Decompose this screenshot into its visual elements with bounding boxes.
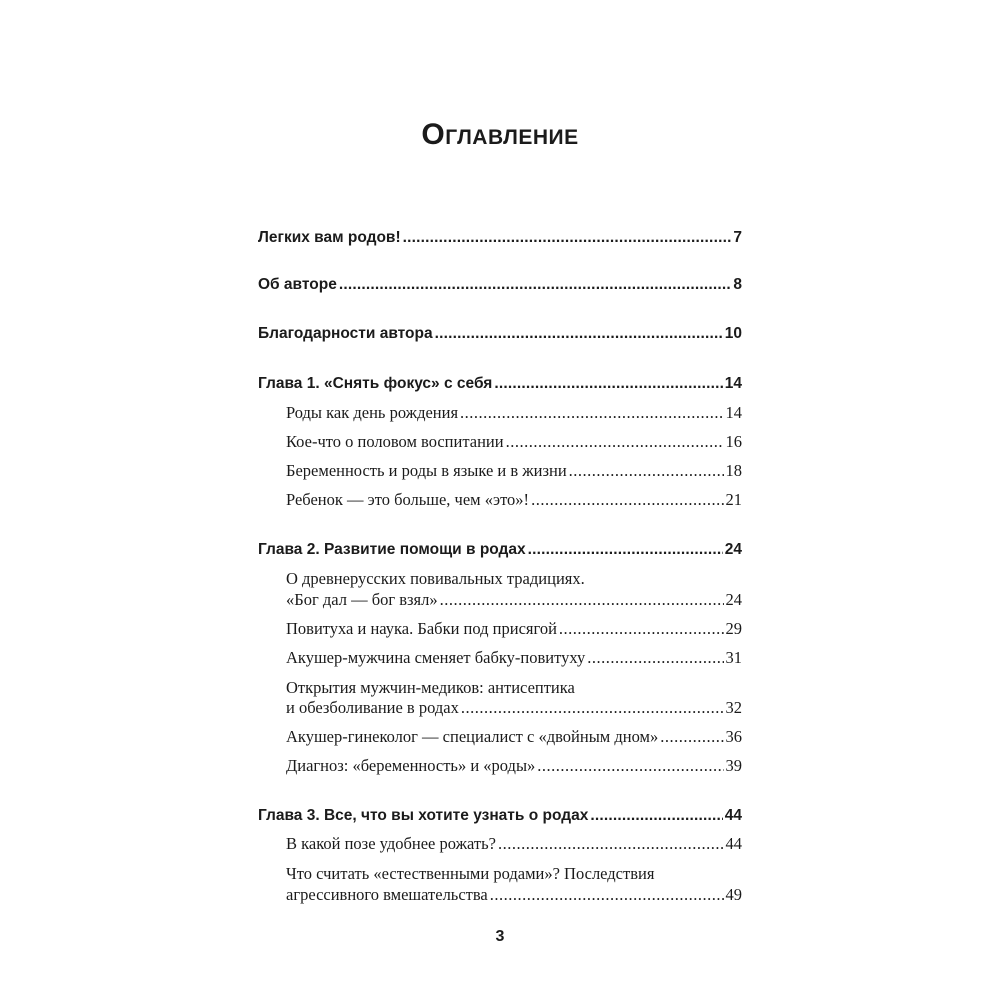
entry-page-number: 32 — [725, 698, 742, 717]
dot-leader — [569, 460, 724, 482]
dot-leader — [494, 373, 722, 395]
entry-page-number: 44 — [724, 807, 742, 824]
entry-title: Легких вам родов! — [258, 229, 401, 246]
toc-section-entry — [286, 589, 742, 611]
dot-leader — [339, 274, 732, 296]
page-title: Оглавление — [421, 118, 579, 151]
toc-entry — [258, 227, 742, 249]
section-title: Диагноз: «беременность» и «роды» — [286, 756, 536, 775]
toc-section-entry — [286, 431, 742, 453]
toc-section-entry — [286, 697, 742, 719]
toc-entry — [258, 274, 742, 296]
entry-page-number: 7 — [733, 229, 742, 246]
section-title: Кое-что о половом воспитании — [286, 432, 504, 451]
dot-leader — [440, 589, 724, 611]
dot-leader — [590, 805, 722, 827]
entry-page-number: 18 — [725, 461, 742, 480]
section-title: Повитуха и наука. Бабки под присягой — [286, 619, 557, 638]
entry-page-number: 8 — [733, 276, 742, 293]
entry-page-number: 39 — [725, 756, 742, 775]
entry-page-number: 36 — [725, 727, 742, 746]
section-title: Беременность и роды в языке и в жизни — [286, 461, 567, 480]
dot-leader — [435, 323, 723, 345]
entry-title: Благодарности автора — [258, 325, 433, 342]
toc-section-entry — [286, 884, 742, 906]
section-title: Роды как день рождения — [286, 403, 459, 422]
toc-section-entry — [286, 618, 742, 640]
entry-page-number: 10 — [724, 325, 742, 342]
entry-page-number: 21 — [725, 490, 742, 509]
section-title-first-line: О древнерусских повивальных традициях. — [286, 569, 585, 588]
dot-leader — [460, 402, 723, 424]
section-title: агрессивного вмешательства — [286, 885, 488, 904]
page-number: 3 — [495, 928, 505, 945]
section-title: Акушер-мужчина сменяет бабку-повитуху — [286, 648, 586, 667]
entry-page-number: 24 — [725, 590, 742, 609]
entry-page-number: 31 — [725, 648, 742, 667]
dot-leader — [660, 726, 723, 748]
section-title: и обезболивание в родах — [286, 698, 459, 717]
dot-leader — [490, 884, 724, 906]
dot-leader — [461, 697, 724, 719]
section-title-first-line: Что считать «естественными родами»? Последствия — [286, 864, 655, 883]
dot-leader — [403, 227, 732, 249]
entry-page-number: 14 — [724, 375, 742, 392]
section-title: Ребенок — это больше, чем «это»! — [286, 490, 530, 509]
toc-section-entry — [286, 489, 742, 511]
section-title-first-line: Открытия мужчин-медиков: антисептика — [286, 678, 575, 697]
section-title: В какой позе удобнее рожать? — [286, 834, 496, 853]
toc-section-entry — [286, 833, 742, 855]
dot-leader — [528, 539, 723, 561]
chapter-title: Глава 3. Все, что вы хотите узнать о родах — [258, 807, 589, 824]
dot-leader — [498, 833, 724, 855]
entry-page-number: 16 — [725, 432, 742, 451]
toc-section-entry — [286, 726, 742, 748]
toc-section-entry — [286, 402, 742, 424]
toc-section-entry — [286, 755, 742, 777]
entry-page-number: 24 — [724, 541, 742, 558]
toc-chapter-entry — [258, 373, 742, 395]
toc-chapter-entry — [258, 539, 742, 561]
toc-section-entry — [286, 647, 742, 669]
section-title: Акушер-гинеколог — специалист с «двойным дном» — [286, 727, 659, 746]
dot-leader — [537, 755, 723, 777]
entry-page-number: 49 — [725, 885, 742, 904]
dot-leader — [559, 618, 724, 640]
dot-leader — [506, 431, 724, 453]
entry-page-number: 44 — [725, 834, 742, 853]
section-title: «Бог дал — бог взял» — [286, 590, 438, 609]
dot-leader — [531, 489, 723, 511]
dot-leader — [587, 647, 723, 669]
chapter-title: Глава 2. Развитие помощи в родах — [258, 541, 526, 558]
entry-title: Об авторе — [258, 276, 337, 293]
chapter-title: Глава 1. «Снять фокус» с себя — [258, 375, 493, 392]
toc-chapter-entry — [258, 805, 742, 827]
entry-page-number: 29 — [725, 619, 742, 638]
entry-page-number: 14 — [725, 403, 742, 422]
toc-section-entry — [286, 460, 742, 482]
toc-entry — [258, 323, 742, 345]
